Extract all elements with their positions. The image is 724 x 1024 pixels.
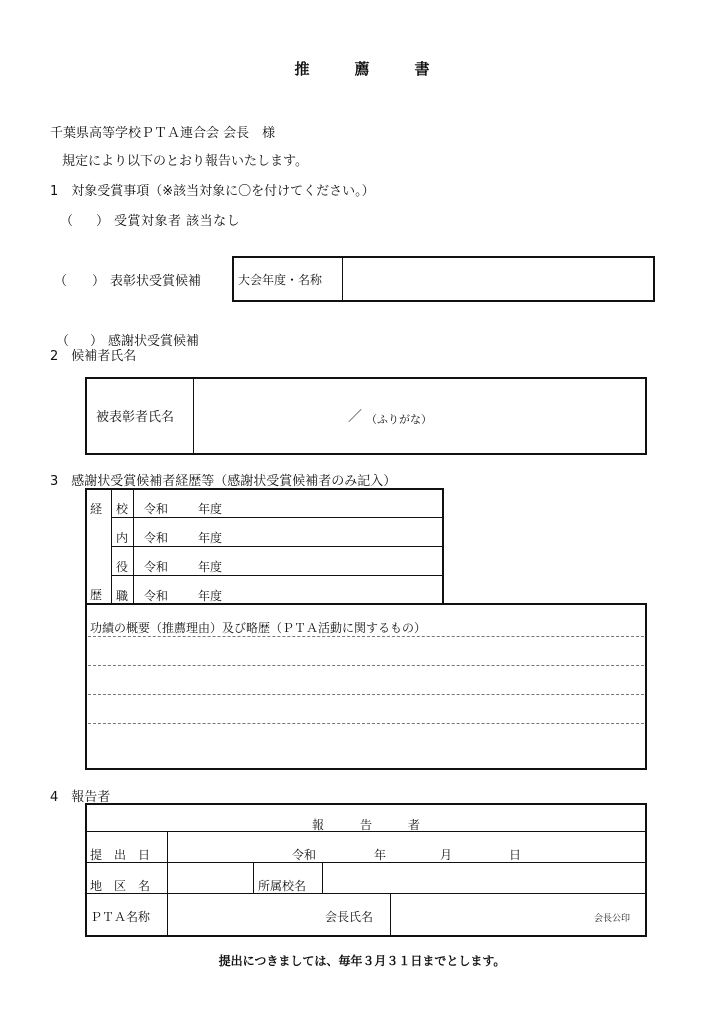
footer-note: 提出につきましては、毎年３月３１日までとします。 [218, 954, 506, 968]
slash-mark: ／ [348, 409, 362, 425]
award-event-label: 大会年度・名称 [238, 273, 323, 287]
award-event-input[interactable] [346, 258, 652, 300]
district-input[interactable] [170, 865, 251, 892]
career-row-input[interactable] [230, 578, 440, 603]
pta-name-input[interactable] [170, 896, 320, 934]
page-title: 推 薦 書 [294, 60, 430, 78]
career-row-era: 令和 [144, 502, 169, 516]
section4-heading: 4 報告者 [50, 790, 111, 805]
career-row-input[interactable] [230, 520, 440, 545]
option2-paren-open: （ [54, 274, 68, 289]
date-day: 日 [509, 848, 522, 862]
intro-text: 規定により以下のとおり報告いたします。 [62, 154, 308, 169]
option3-paren-close: ） [90, 334, 104, 349]
school-input[interactable] [325, 865, 644, 892]
section2-heading: 2 候補者氏名 [50, 349, 137, 364]
career-row-era: 令和 [144, 531, 169, 545]
date-year: 年 [374, 848, 387, 862]
career-row-era: 令和 [144, 589, 169, 603]
district-label: 地 区 名 [90, 879, 151, 893]
career-row-input[interactable] [230, 549, 440, 574]
chair-name-input[interactable] [393, 896, 583, 934]
section3-heading: 3 感謝状受賞候補者経歴等（感謝状受賞候補者のみ記入） [50, 474, 397, 489]
summary-input[interactable] [88, 638, 644, 767]
option3-paren-open: （ [56, 334, 70, 349]
career-row-unit: 年度 [198, 531, 223, 545]
career-row-input[interactable] [230, 491, 440, 516]
addressee: 千葉県高等学校ＰＴＡ連合会 会長 様 [50, 126, 276, 141]
career-row-era: 令和 [144, 560, 169, 574]
career-row-unit: 年度 [198, 502, 223, 516]
reporter-table-header: 報 告 者 [311, 818, 420, 832]
career-row-unit: 年度 [198, 589, 223, 603]
career-side-top: 経 [90, 502, 103, 516]
school-label: 所属校名 [258, 879, 307, 893]
section1-heading: 1 対象受賞事項（※該当対象に〇を付けてください。） [50, 184, 375, 199]
option3-label: 感謝状受賞候補 [108, 334, 200, 349]
option2-paren-close: ） [92, 274, 106, 289]
submit-date-input[interactable] [170, 834, 644, 861]
career-row-type: 校 [116, 502, 129, 516]
date-era: 令和 [292, 848, 317, 862]
career-side-bottom: 歴 [90, 588, 103, 602]
career-row-type: 役 [116, 560, 129, 574]
seal-label: 会長公印 [594, 914, 631, 924]
career-row-unit: 年度 [198, 560, 223, 574]
option2-label: 表彰状受賞候補 [110, 274, 202, 289]
option1-label: 受賞対象者 該当なし [114, 214, 241, 229]
career-row-type: 内 [116, 531, 129, 545]
career-row-type: 職 [116, 589, 129, 603]
option3-circle-slot[interactable] [72, 330, 92, 346]
furigana-label: （ふりがな） [366, 413, 432, 426]
summary-label: 功績の概要（推薦理由）及び略歴（ＰＴＡ活動に関するもの） [90, 621, 427, 635]
option1-paren-open: （ [60, 214, 74, 229]
submit-date-label: 提 出 日 [90, 848, 151, 862]
option2-circle-slot[interactable] [70, 270, 90, 286]
date-month: 月 [440, 848, 453, 862]
option1-paren-close: ） [96, 214, 110, 229]
pta-name-label: ＰＴＡ名称 [90, 910, 151, 924]
chair-name-label: 会長氏名 [325, 910, 374, 924]
candidate-name-label: 被表彰者氏名 [96, 410, 175, 425]
option1-circle-slot[interactable] [76, 210, 96, 226]
